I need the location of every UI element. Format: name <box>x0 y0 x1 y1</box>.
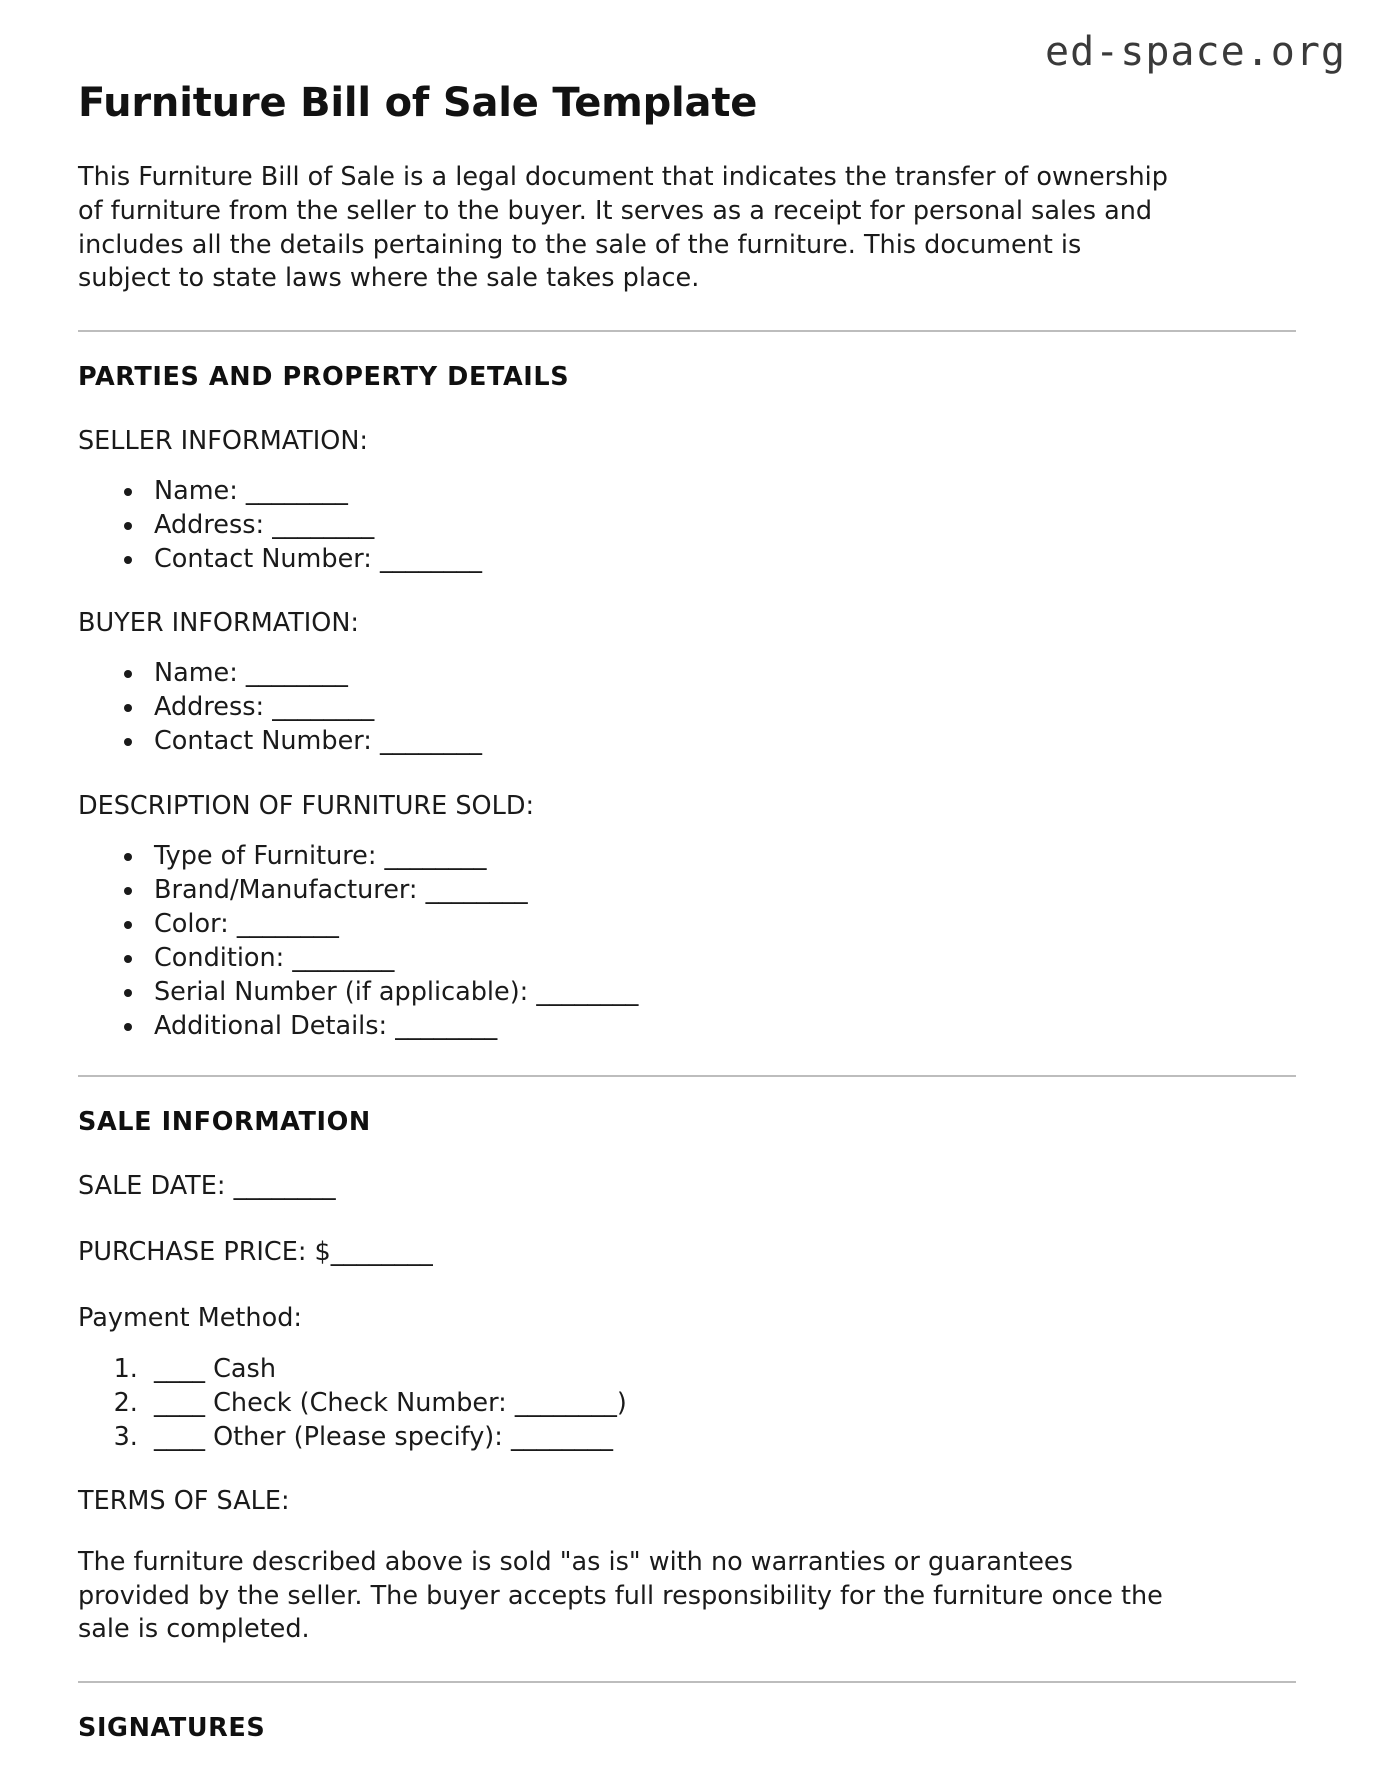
payment-options-list <box>78 1354 1296 1452</box>
list-item: • Serial Number (if applicable): ________ <box>146 977 1296 1007</box>
section-divider-2 <box>78 1075 1296 1077</box>
site-watermark: ed-space.org <box>1045 29 1346 75</box>
sale-date-field: SALE DATE: ________ <box>78 1171 336 1202</box>
list-item: • Brand/Manufacturer: ________ <box>146 875 1296 905</box>
section-divider-1 <box>78 330 1296 332</box>
parties-section-heading: PARTIES AND PROPERTY DETAILS <box>78 361 570 392</box>
terms-of-sale-body: The furniture described above is sold "as is" with no warranties or guarantees provided by the seller. The buyer accepts full responsibility for the furniture once the sale is completed. <box>78 1546 1163 1645</box>
furniture-fields-list <box>78 841 1296 1041</box>
list-item: • Name: ________ <box>146 476 1296 506</box>
sale-section-heading: SALE INFORMATION <box>78 1107 371 1138</box>
list-item: • Address: ________ <box>146 510 1296 540</box>
section-divider-3 <box>78 1681 1296 1683</box>
terms-of-sale-label: TERMS OF SALE: <box>78 1485 290 1516</box>
list-item: • Contact Number: ________ <box>146 544 1296 574</box>
intro-paragraph: This Furniture Bill of Sale is a legal document that indicates the transfer of ownership of furniture from the seller to the buyer. It serves as a receipt for personal sales and includes all the details pertaining to the sale of the furniture. This document is subject to state laws where the sale takes place. <box>78 162 1168 294</box>
list-item: • Type of Furniture: ________ <box>146 841 1296 871</box>
seller-information-label: SELLER INFORMATION: <box>78 425 369 456</box>
seller-fields-list <box>78 476 1296 574</box>
list-item: • Address: ________ <box>146 692 1296 722</box>
list-item: 3. ____ Other (Please specify): ________ <box>146 1422 1296 1452</box>
buyer-fields-list <box>78 658 1296 756</box>
list-item: • Additional Details: ________ <box>146 1011 1296 1041</box>
list-item: 2. ____ Check (Check Number: ________) <box>146 1388 1296 1418</box>
furniture-description-label: DESCRIPTION OF FURNITURE SOLD: <box>78 790 535 821</box>
list-item: 1. ____ Cash <box>146 1354 1296 1384</box>
purchase-price-field: PURCHASE PRICE: $________ <box>78 1237 433 1268</box>
payment-method-label: Payment Method: <box>78 1303 302 1334</box>
signatures-section-heading: SIGNATURES <box>78 1712 266 1743</box>
buyer-information-label: BUYER INFORMATION: <box>78 608 360 639</box>
page-title: Furniture Bill of Sale Template <box>78 80 758 126</box>
list-item: • Color: ________ <box>146 909 1296 939</box>
list-item: • Condition: ________ <box>146 943 1296 973</box>
list-item: • Contact Number: ________ <box>146 726 1296 756</box>
list-item: • Name: ________ <box>146 658 1296 688</box>
